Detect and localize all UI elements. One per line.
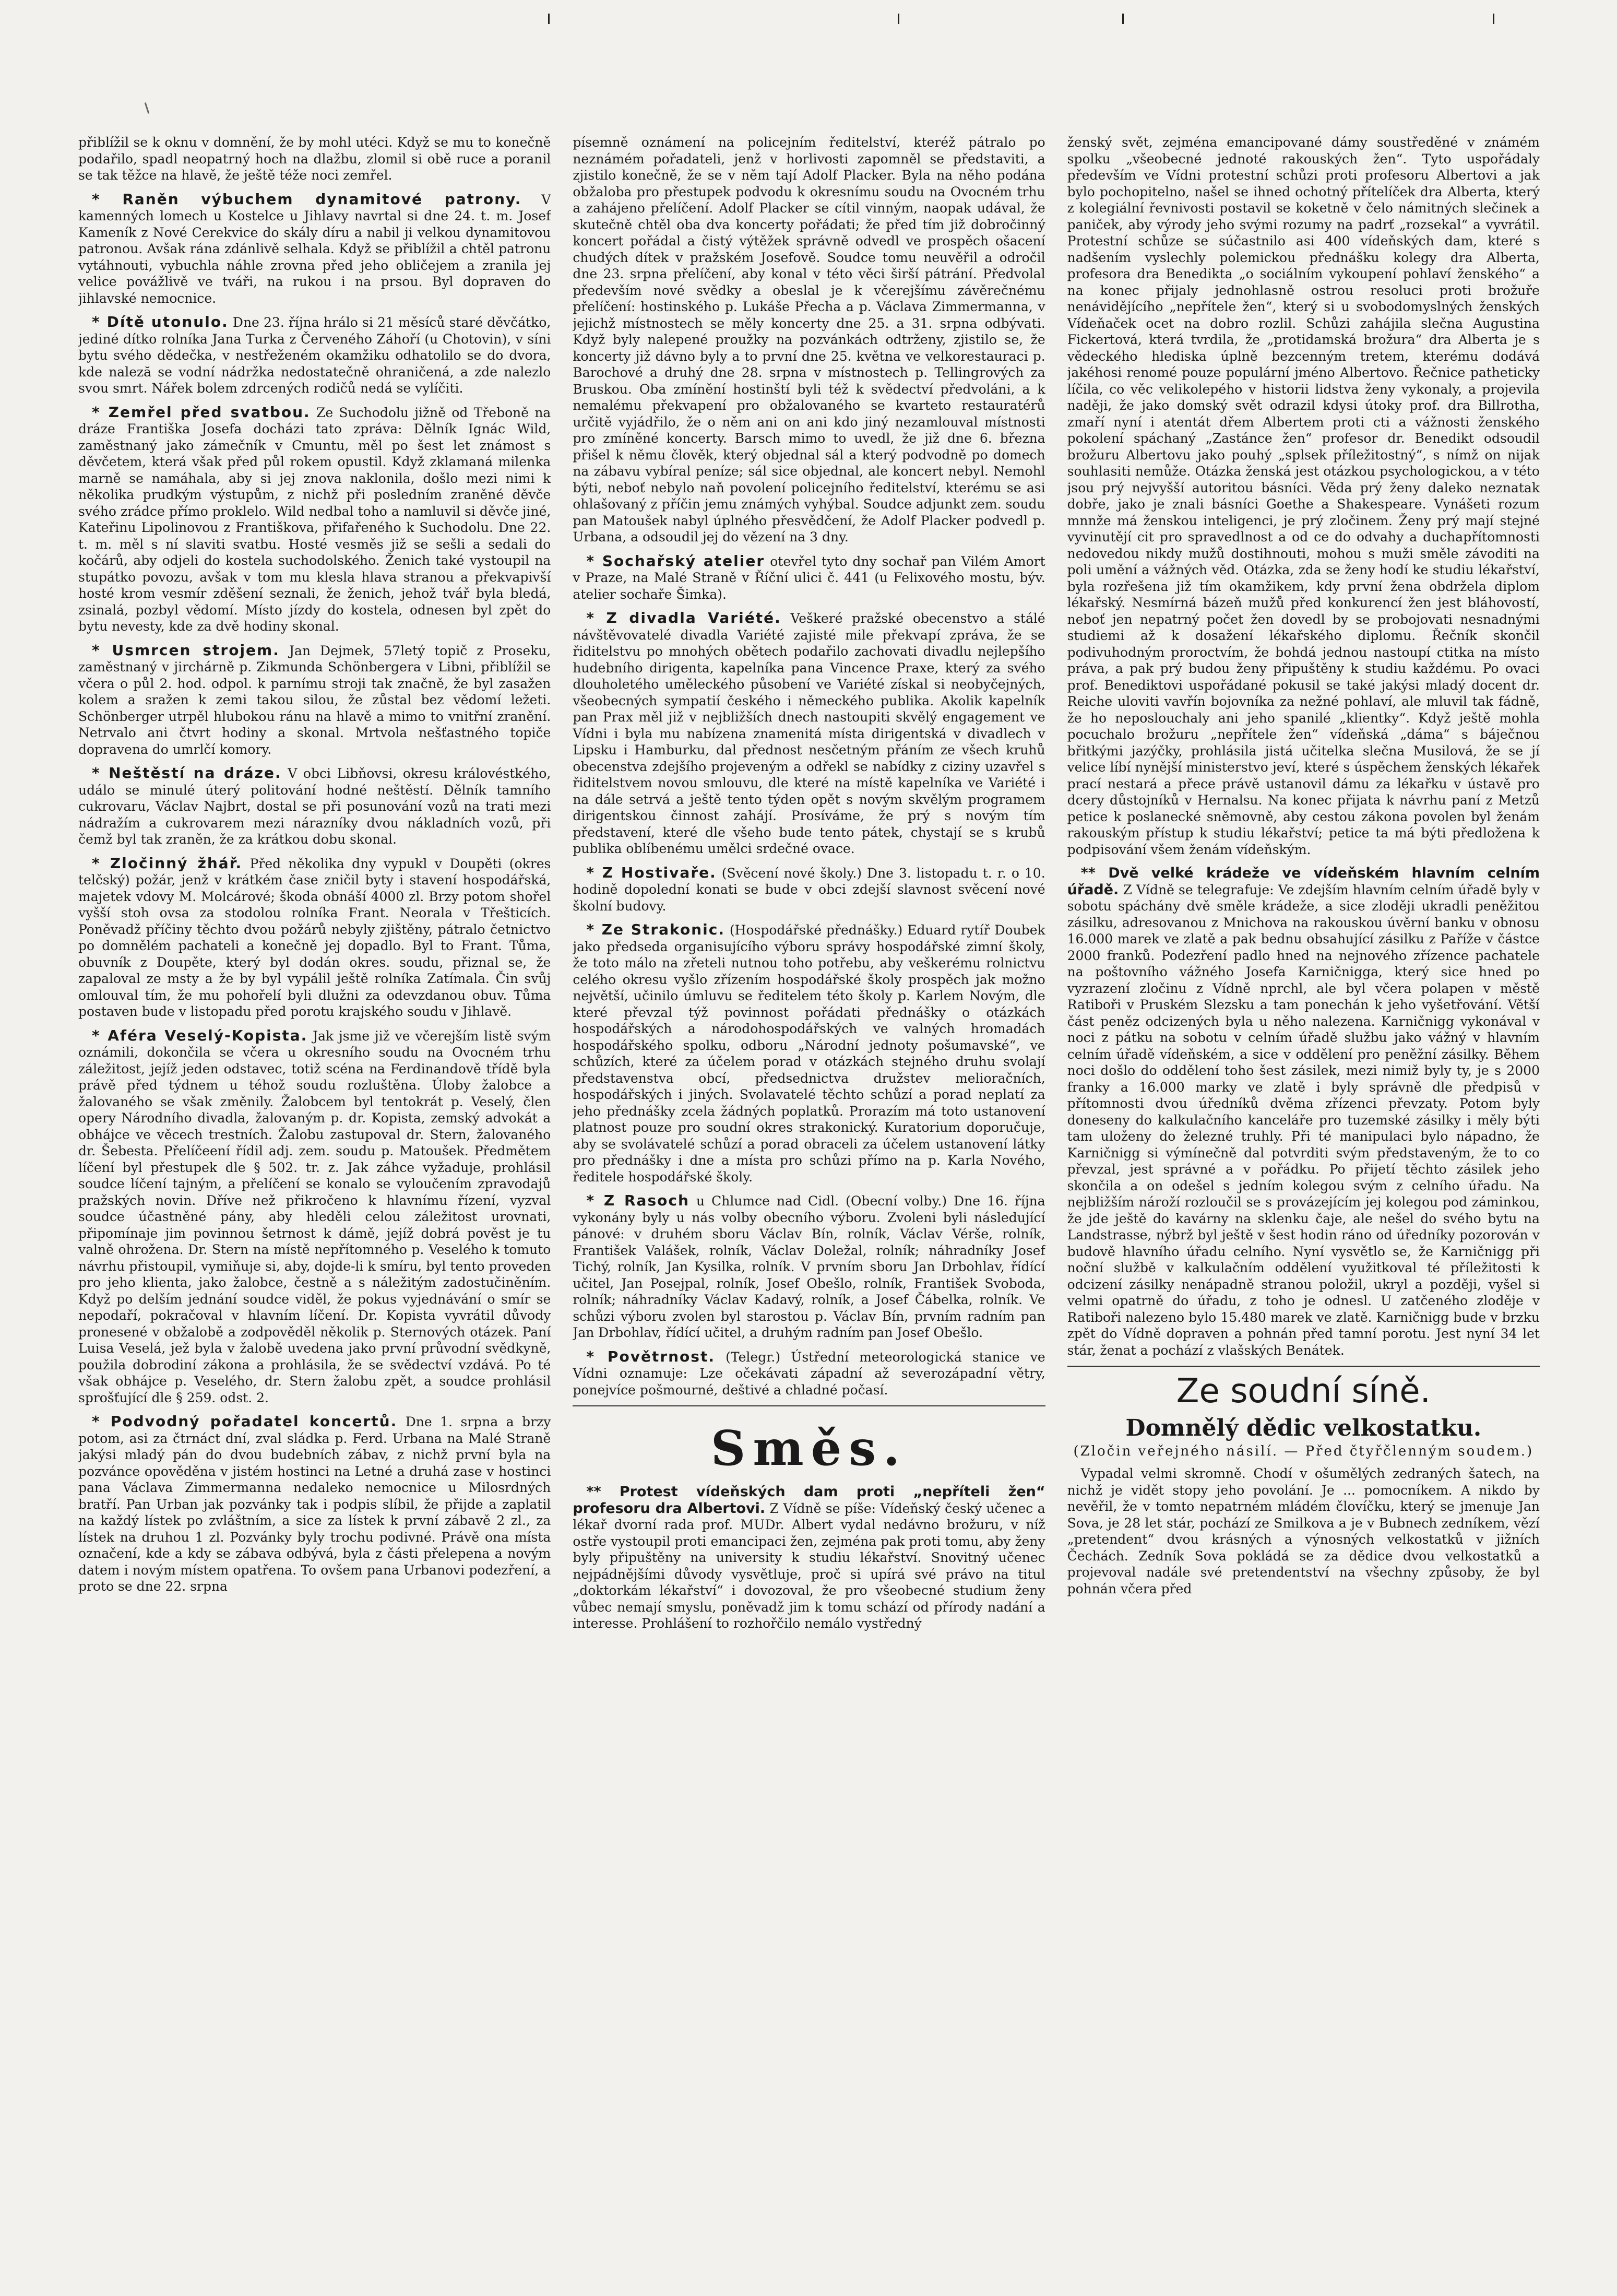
article-text: přiblížil se k oknu v domnění, že by mohl utéci. Když se mu to konečně podařilo, spadl neopatrný hoch na dlažbu, zlomil si obě ruce a poranil se tak těžce na hlavě, že ještě téže noci zemřel. bbox=[78, 135, 551, 183]
text-columns bbox=[78, 134, 1540, 2264]
article-raneni-vybuchem bbox=[78, 191, 551, 307]
print-edge-mark bbox=[1493, 14, 1494, 24]
article-title-domnely-dedic: Domnělý dědic velkostatku. bbox=[1125, 1415, 1482, 1441]
pencil-mark bbox=[145, 102, 150, 114]
article-domnely-dedic bbox=[1067, 1465, 1540, 1597]
article-heading: * Z Hostivaře. bbox=[586, 863, 717, 881]
article-text: Z Vídně se telegrafuje: Ve zdejším hlavním celním úřadě byly v sobotu spáchány dvě směle krádeže, a sice zloději ukradli peněžitou zásilku, adresovanou z Mnichova na rakouskou úvěrní banku v obnosu 16.000 marek ve zlatě a pak bednu obsahující zásilku z Paříže v částce 2000 franků. Podezření padlo hned na nejnového zřízence pachatele na poštovního vážného Josefa Karničnigga, který sice hned po vyzrazení zločinu z Vídně nprchl, ale byl včera polapen v městě Ratiboři v Pruském Slezsku a tam ponechán k jeho vyšetřování. Větší část peněz odcizených byla u něho nalezena. Karničnigg vykonával v noci z pátku na sobotu v celním úřadě službu jako vážný v hlavním celním úřadě vídeňském, a sice v oddělení pro peněžní zásilky. Během noci došlo do oddělení toho šest zásilek, mezi nimiž byly ty, je s 2000 franky a 16.000 marky ve zlatě i byly správně dle předpisů v přítomnosti dvou úředníků dvěma zřízenci převzaty. Potom byly doneseny do kalkulačního kanceláře pro tuzemské zásilky i měly býti tam uloženy do železné truhly. Při té manipulaci bylo nápadno, že Karničnigg si výmínečně dal potvrditi svým představeným, že to co převzal, jest správné a v pořádku. Po přijetí těchto zásilek jeho skončila a on odešel s jedním kolegou svým z celního úřadu. Na nejbližším nároží rozloučil se s provázejícím jej kolegou pod záminkou, že jde ještě do kavárny na sklenku čaje, ale nešel do svého bytu na Landstrasse, nýbrž byl ještě v šest hodin ráno od úředníky pozorován v budově hlavního úřadu celního. Nyní vysvětlo se, že Karničnigg při noční službě v kalkulačním oddělení využitkoval té příležitosti k odcizení zásilky nenápadně stranou položil, ukryl a později, vyšel si velmi opatrně do úřadu, z toho je odnesl. U zatčeného zloděje v Ratiboři nalezeno bylo 15.480 marek ve zlatě. Karničnigg bude v brzku zpět do Vídně dopraven a pohnán před tamní porotu. Jest nyní 34 let stár, ženat a pochází z vlašských Benátek. bbox=[1067, 882, 1540, 1358]
article-heading: * Zločinný žhář. bbox=[92, 854, 243, 872]
article-socharsky-atelier bbox=[573, 553, 1045, 603]
column-3 bbox=[1067, 134, 1540, 2264]
article-text: Jan Dejmek, 57letý topič z Proseku, zaměstnaný v jirchárně p. Zikmunda Schönbergera v Libni, přiblížil se včera o půl 2. hod. odpol. k parnímu stroji tak značně, že byl zasažen kolem a sražen k zemi takou silou, že zůstal bez vědomí ležeti. Schönberger utrpěl hlubokou ránu na hlavě a mimo to vnitřní zranění. Netrvalo ani čtvrt hodiny a skonal. Mrtvola nešťastného topiče dopravena do umrlčí komory. bbox=[78, 643, 551, 757]
article-afera-vesely-kopista bbox=[78, 1027, 551, 1406]
article-heading: * Sochařský atelier bbox=[586, 552, 765, 570]
section-title-soudni-sin: Ze soudní síně. bbox=[1176, 1372, 1431, 1411]
article-text: V obci Libňovsi, okresu královéstkého, událo se minulé úterý politování hodné neštěstí. Dělník tamního cukrovaru, Václav Najbrt, dostal se při posunování vozů na trati mezi nádražím a cukrovarem mezi nárazníky dvou nákladních vozů, při čemž byl tak zraněn, že za krátkou dobu skonal. bbox=[78, 766, 551, 847]
article-heading: * Aféra Veselý-Kopista. bbox=[92, 1026, 308, 1044]
article-zemrel-pred-svatbou bbox=[78, 404, 551, 635]
article-text: (Telegr.) Ústřední meteorologická stanice ve Vídni oznamuje: Lze očekávati západní až severozápadní větry, ponejvíce pošmourné, deštivé a chladné počasí. bbox=[573, 1349, 1045, 1398]
section-title-smes: Směs. bbox=[710, 1420, 908, 1476]
article-podvodny-poradatel bbox=[78, 1413, 551, 1595]
article-heading: * Povětrnost. bbox=[586, 1347, 715, 1365]
article-text: Před několika dny vypukl v Doupěti (okres telčský) požár, jenž v krátkém čase zničil byty i stavení hospodářská, majetek vdovy M. Molcárové; škoda obnáší 4000 zl. Brzy potom shořel vyšší stoh ovsa za stodolou rolníka Frant. Neorala v Třešticích. Poněvadž příčiny těchto dvou požárů nebyly zjištěny, pátralo četnictvo po domnělém pachateli a konečně jej dopadlo. Byl to Frant. Tůma, obuvník z Doupěte, který byl dodán okres. soudu, přiznal se, že zapaloval ze msty a že by byl vypálil ještě rolníka Zatímala. Čin svůj omlouval tím, že mu pohořelí byli dlužni za odevzdanou obuv. Tůma postaven bude v listopadu před porotu krajského soudu v Jihlavě. bbox=[78, 856, 551, 1019]
article-text: Z Vídně se píše: Vídeňský český učenec a lékař dvorní rada prof. MUDr. Albert vydal nedávno brožuru, v níž ostře vystoupil proti emancipaci žen, zejména pak proti tomu, aby ženy byly připuštěny na university k studiu lékařství. Snovitný učenec nejpádnějšími důvody vysvětluje, proč si upírá své právo na titul „doktorkám lékařství“ i dovozoval, že pro všeobecné studium ženy vůbec nemají smyslu, poněvadž jim k tomu schází od přírody nadání a interesse. Prohlášení to rozhořčilo nemálo vystředný bbox=[573, 1500, 1045, 1631]
article-heading: ** Dvě velké krádeže ve vídeňském hlavním celním úřadě. bbox=[1067, 865, 1540, 898]
section-divider bbox=[1067, 1366, 1540, 1367]
article-0 bbox=[78, 134, 551, 184]
article-heading: * Podvodný pořadatel koncertů. bbox=[92, 1413, 398, 1430]
article-ze-strakonic bbox=[573, 921, 1045, 1185]
print-edge-mark bbox=[548, 14, 550, 24]
article-z-hostivare bbox=[573, 865, 1045, 915]
column-2 bbox=[573, 134, 1045, 2264]
article-continuation bbox=[1067, 134, 1540, 858]
article-heading: * Dítě utonulo. bbox=[92, 313, 229, 330]
section-divider bbox=[573, 1405, 1045, 1406]
article-text: otevřel tyto dny sochař pan Vilém Amort v Praze, na Malé Straně v Říční ulici č. 441 (u Felixového mostu, býv. atelier sochaře Šimka). bbox=[573, 553, 1045, 602]
article-dite-utonulo bbox=[78, 314, 551, 397]
article-text: (Svěcení nové školy.) Dne 3. listopadu t. r. o 10. hodině dopolední konati se bude v obci zdejší slavnost svěcení nové školní budovy. bbox=[573, 865, 1045, 914]
article-text: Vypadal velmi skromně. Chodí v ošumělých zedraných šatech, na nichž je vidět stopy jeho povolání. Je ... pomocníkem. A nikdo by nevěřil, že v tomto nepatrném mládém človíčku, který se jmenuje Jan Sova, je 28 let stár, pochází ze Smilkova a je v Bubnech zedníkem, vězí „pretendent“ dvou krásných a výnosných velkostatků v jižních Čechách. Zedník Sova pokládá se za dědice dvou velkostatků a projevoval nadále své pretendentství na všechny způsoby, že byl pohnán včera před bbox=[1067, 1466, 1540, 1596]
article-continuation bbox=[573, 134, 1045, 546]
article-text: písemně oznámení na policejním ředitelství, kteréž pátralo po neznámém pořadateli, jenž v horlivosti zapomněl se představiti, a zjistilo konečně, že se v něm tají Adolf Placker. Byla na něho podána obžaloba pro přestupek podvodu k okresnímu soudu na Ovocném trhu a zahájeno přelíčení. Adolf Placker se cítil vinným, naopak udával, že skutečně chtěl oba dva koncerty pořádati; že před tím již dobročinný koncert pořádal a čistý výtěžek správně odvedl ve prospěch ošacení chudých dítek v pražském Josefově. Soudce tomu neuvěřil a odročil dne 23. srpna přelíčení, aby konal v této věci širší pátrání. Předvolal především nové svědky a obeslal je k včerejšímu závěrečnému přelíčení: hostinského p. Lukáše Přecha a p. Václava Zimmermanna, v jejichž místnostech se měly koncerty dne 25. a 31. srpna odbývati. Když byly nalepené proužky na pozvánkách odtrženy, zjistilo se, že koncerty již dávno byly a to první dne 25. května ve velkorestauraci p. Barochové a druhý dne 28. srpna v místnostech p. Tellingrových za Bruskou. Oba zmínění hostinští byli též k svědectví předvoláni, a k nemalému překvapení pro obžalovaného se kvarteto restauratérů určitě vyjádřilo, že o něm ani on ani kdo jiný nezamlouval místnosti pro zmíněné koncerty. Barsch mimo to uvedl, že již dne 6. března přišel k němu člověk, který objednal sál a který podvodně po domech na zábavu vybíral peníze; sál sice objednal, ale koncert nebyl. Nemohl býti, neboť nebylo naň povolení policejního ředitelství, kterému se asi ohlašovaný z příčin jemu známých vyhýbal. Soudce adjunkt zem. soudu pan Matoušek nabyl úplného přesvědčení, že Adolf Placker podvedl p. Urbana, a odsoudil jej do vězení na 3 dny. bbox=[573, 135, 1045, 545]
article-text: Jak jsme již ve včerejším listě svým oznámili, dokončila se včera u okresního soudu na Ovocném trhu záležitost, jejíž jeden odstavec, totiž scéna na Ferdinandově třídě byla právě před týdnem u téhož soudu rozluštěna. Úloby žalobce a žalovaného se však změnily. Žalobcem byl tentokrát p. Veselý, člen opery Národního divadla, žalovaným p. dr. Kopista, zemský advokát a obhájce ve věcech trestních. Žalobu zastupoval dr. Stern, žalovaného dr. Šebesta. Přelíčeení řídil adj. zem. soudu p. Matoušek. Předmětem líčení byl přestupek dle § 502. tr. z. Jak záhce vyžaduje, prohlásil soudce líčení tajným, a přelíčení se konalo se vyloučením zpravodajů pražských novin. Dříve než přikročeno k hlavnímu řízení, vyzval soudce účastněné pány, aby hleděli celou záležitost urovnati, připomínaje jim povinnou šetrnost k dámě, jejíž dobrá pověst je tu valně ohrožena. Dr. Stern na místě nepřítomného p. Veselého k tomuto návrhu přistoupil, vymiňuje si, aby, dojde-li k smíru, byl tento proveden pro jeho klienta, jako žalobce, čestně a s náležitým zadostučiněním. Když po delším jednání soudce viděl, že pokus vyjednávání o smír se nepodaří, pokračoval v hlavním líčení. Dr. Kopista vyvrátil důvody pronesené v obžalobě a zodpověděl několik p. Sternových otázek. Paní Luisa Veselá, jež byla v žalobě uvedena jako první průvodní svědkyně, použila dobrodiní zákona a prohlásila, že se svědectví vzdává. Po té však obhájce p. Veselého, dr. Stern žalobu zpět, a soudce prohlásil sprošťující dle § 259. odst. 2. bbox=[78, 1028, 551, 1405]
article-text: V kamenných lomech u Kostelce u Jihlavy navrtal si dne 24. t. m. Josef Kameník z Nové Cerekvice do skály díru a nabil ji velkou dynamitovou patronou. Avšak rána zdánlivě selhala. Když se přiblížil a chtěl patronu vytáhnouti, vybuchla náhle zrovna před jeho obličejem a zranila jej velice povážlivě ve tváři, na rukou i na prsou. Byl dopraven do jihlavské nemocnice. bbox=[78, 192, 551, 306]
article-text: u Chlumce nad Cidl. (Obecní volby.) Dne 16. října vykonány byly u nás volby obecního výboru. Zvoleni byli následující pánové: v druhém sboru Václav Bín, rolník, Václav Vérše, rolník, František Valášek, rolník, Václav Doležal, rolník; náhradníky Josef Tichý, rolník, Jan Kysilka, rolník. V prvním sboru Jan Drbohlav, řídící učitel, Jan Posejpal, rolník, Josef Obešlo, rolník, František Svoboda, rolník; náhradníky Václav Kadavý, rolník, a Josef Čábelka, rolník. Ve schůzi výboru zvolen byl starostou p. Václav Bín, prvním radním pan Jan Drbohlav, řídící učitel, a druhým radním pan Josef Obešlo. bbox=[573, 1193, 1045, 1340]
article-dve-velke-kradeze bbox=[1067, 865, 1540, 1358]
print-edge-mark bbox=[1122, 14, 1124, 24]
article-z-rasoch bbox=[573, 1192, 1045, 1341]
article-usmrcen-strojem bbox=[78, 642, 551, 758]
article-text: Dne 1. srpna a brzy potom, asi za čtrnáct dní, zval sládka p. Ferd. Urbana na Malé Straně jakýsi mladý pán do dvou budebních zábav, z nichž první byla na pozvánce opověděna v jistém hostinci na Letné a druhá zase v hostinci pana Václava Zimmermanna nedaleko nemocnice u Milosrdných bratří. Pan Urban jak pozvánky tak i podpis slíbil, že přijde a zaplatil na každý lístek po zvláštním, a sice za lístek k první zábavě 2 zl., za lístek na druhou 1 zl. Pozvánky byly trochu podivné. Právě ona místa označení, kde a kdy se zábava odbývá, byla z části přelepena a novým datem i novým místem opatřena. To ovšem pana Urbanovi podezření, a proto se dne 22. srpna bbox=[78, 1414, 551, 1594]
article-zlocinny-zhar bbox=[78, 855, 551, 1020]
article-heading: * Zemřel před svatbou. bbox=[92, 403, 311, 421]
article-heading: * Z divadla Variété. bbox=[586, 609, 781, 626]
column-1 bbox=[78, 134, 551, 2264]
print-edge-mark bbox=[898, 14, 899, 24]
article-heading: * Z Rasoch bbox=[586, 1192, 689, 1209]
article-nestesti-na-draze bbox=[78, 765, 551, 848]
article-protest-vidensky-dam bbox=[573, 1484, 1045, 1632]
article-heading: ** Protest vídeňských dam proti „nepříteli žen“ profesoru dra Albertovi. bbox=[573, 1484, 1045, 1517]
article-heading: * Ze Strakonic. bbox=[586, 921, 725, 938]
article-divadlo-variete bbox=[573, 610, 1045, 857]
article-text: ženský svět, zejména emancipované dámy soustředěné v známém spolku „všeobecné jednoté rakouských žen“. Tyto uspořádaly především ve Vídni protestní schůzi proti profesoru Albertovi a jak bylo pochopitelno, našel se ihned ochotný přítelíček dra Alberta, který z kolegiální řevnivosti postavil se koketně v čelo námitných slečinek a paniček, aby výrody jeho svými rozumy na padrť „rozsekal“ a vyvrátil. Protestní schůze se súčastnilo asi 400 vídeňských dam, které s nadšením vyslechly polemickou přednášku kolegy dra Alberta, profesora dra Benedikta „o sociálním vykoupení pohlaví ženského“ a na konec přijaly jednohlasně ostrou resoluci proti brožuře nenávidějícího „nepřítele žen“, který si u svobodomyslných ženských Vídeňaček ocet na dobro rozlil. Schůzi zahájila slečna Augustina Fickertová, která tvrdila, že „protidamská brožura“ dra Alberta je s vědeckého hlediska úplně bezcenným tretem, kterému dodává jakéhosi renomé pouze populární jméno Albertovo. Řečnice patheticky líčila, co věc velikolepého v historii lidstva ženy vykonaly, a projevila naději, že jako domský svět odrazil kdysi útoky prof. dra Billrotha, zmaří nyní i atentát dřem Albertem proti cti a vážnosti ženského pokolení spáchaný „Zastánce žen“ profesor dr. Benedikt odsoudil brožuru Albertovu jako pouhý „splsek příležitostný“, s nímž on nijak souhlasiti nemůže. Otázka ženská jest otázkou psychologickou, a v této jsou prý nejvyšší autoritou básníci. Věda prý ženy daleko neznatak dobře, jako je znali básníci Goethe a Shakespeare. Vynášeti rozum mnnže má ženskou inteligenci, je prý zločinem. Ženy prý mají stejné vyvinutějí cit pro spravedlnost a od ce do odvahy a duchapřítomnosti nedovedou nikdy mužů dostihnouti, mohou s muži směle závoditi na poli umění a vážných věd. Otázka, zda se ženy hodí ke studiu lékařství, byla rozřešena již tím okamžikem, kdy první žena obdržela diplom lékařský. Nesmírná bázeň mužů před konkurencí žen jest bláhovostí, neboť jen nepatrný počet žen dovedl by se probojovati nesnadnými studiemi až k dosažení lékařského diplomu. Řečník skončil podivuhodným proroctvím, že bohdá jednou nastoupí ctitka na místo práva, a pak prý budou ženy připuštěny k studiu každému. Po ovaci prof. Benediktovi uspořádané pokusil se také jakýsi mladý docent dr. Reiche uloviti vavřín bojovníka za nežné pohlaví, ale mluvil tak fádně, že ho neposlouchaly ani jeho spanilé „klientky“. Když ještě mohla pocuchalo brožuru „nepřítele žen“ vídeňská „dáma“ s báječnou břitkými jazýčky, prohlásila jistá učitelka slečna Musilová, že se jí velice líbí nynější ministerstvo jeví, které s úspěchem ženských lékařek prací nestará a přece právě ustanovil dámu za lékařku v ústavě pro dcery důstojníků v Hernalsu. Na konec přijata k návrhu paní z Metzů petice k poslanecké sněmovně, aby cestou zákona povolen byl ženám rakouským přístup k studiu lékařství; petice ta má býti předložena k podpisování všem ženám vídeňským. bbox=[1067, 135, 1540, 857]
article-heading: * Raněn výbuchem dynamitové patrony. bbox=[92, 190, 522, 208]
article-povetrnost bbox=[573, 1348, 1045, 1399]
article-heading: * Neštěstí na dráze. bbox=[92, 764, 282, 782]
article-heading: * Usmrcen strojem. bbox=[92, 641, 280, 659]
article-text: Ze Suchodolu jižně od Třeboně na dráze Františka Josefa docházi tato zpráva: Dělník Ignác Wild, zaměstnaný jako zámečník v Cmuntu, měl po šest let známost s děvčetem, která však před půl rokem opustil. Když zklamaná milenka marně se namáhala, aby si jej znova naklonila, došlo mezi nimi k několika prudkým výstupům, z nichž při posledním zraněné děvče svého zrádce přímo proklelo. Wild nedbal toho a namluvil si děvče jiné, Kateřinu Lipolinovou z Františkova, přifařeného k Suchodolu. Dne 22. t. m. měl s ní slaviti svatbu. Hosté vesměs již se sešli a sedali do kočárů, aby odjeli do kostela suchodolského. Ženich také vystoupil na stupátko povozu, avšak v tom mu klesla hlava stranou a překvapivší hosté krom vesmír zděšení seznali, že ženich, jehož tvář byla bledá, zsinalá, pozbyl vědomí. Místo jízdy do kostela, odnesen byl zpět do bytu nevesty, kde za dvě hodiny skonal. bbox=[78, 405, 551, 634]
article-text: Veškeré pražské obecenstvo a stálé návštěvovatelé divadla Variété zajisté mile překvapí zpráva, že se řiditelstvu po mnohých obětech podařilo zachovati divadlu nejlepšího hudebního dirigenta, kapelníka pana Vincence Praxe, který za svého dlouholetého uměleckého působení ve Variété získal si neobyčejných, všeobecných sympatií českého i německého publika. Akolik kapelník pan Prax měl již v nejbližších dnech nastoupiti skvělý engagement ve Vídni i byla mu nabízena znamenitá místa dirigentská v divadlech v Lipsku i Hamburku, dal přednost nesčetným přáním ze všech kruhů obecenstva zdejšího projeveným a odřekl se nabídky z ciziny uzavřel s řiditelstvem novou smlouvu, dle které na místě kapelníka ve Variété i na dále setrvá a ještě tento týden opět s novým skvělým programem dirigentskou činnost zahájí. Prosíváme, že prý s novým tím představení, které dle všeho bude tento pátek, chystají se s krubů publika oblíbenému umělci srdečné ovace. bbox=[573, 611, 1045, 856]
article-subtitle: (Zločin veřejného násilí. — Před čtyřčlenným soudem.) bbox=[1073, 1443, 1534, 1459]
article-text: Dne 23. října hrálo si 21 měsíců staré děvčátko, jediné dítko rolníka Jana Turka z Červeného Záhoří (u Chotovin), v síni bytu svého dědečka, v nestřeženém okamžiku odhatolilo se do dvora, kde naleză se vodní nádržka nedostatečně ohraničená, a zde nalezlo svou smrt. Nářek bolem zdrcených rodičů nedá se vylíčiti. bbox=[78, 315, 551, 396]
article-text: (Hospodářské přednášky.) Eduard rytíř Doubek jako předseda organisujícího výboru správy hospodářské zimní školy, že toto málo na zřeteli nutnou toho potřebu, aby veškerému rolnictvu celého okresu vyšlo zřízením hospodářské školy prospěch jak možno největší, učinilo úmluvu se ředitelem této školy p. Karlem Novým, dle které převzal týž povinnost pořádati přednášky o otázkách hospodářských a národohospodářských ve valných hromadách hospodářského spolku, odboru „Národní jednoty pošumavské“, ve schůzích, které za účelem porad v otázkách stejného druhu svolají představenstva obcí, předsednictva družstev melioračních, hospodářských i jiných. Svolavatelé těchto schůzí a porad neplatí za jeho přednášky zcela žádných poplatků. Prorazím má toto ustanovení platnost pouze pro soudní okres strakonický. Kuratorium doporučuje, aby se svolávatelé schůzí a porad obraceli za účelem ustanovení látky pro přednášky i dne a místa pro schůzi přímo na p. Karla Nového, ředitele hospodářské školy. bbox=[573, 922, 1045, 1185]
